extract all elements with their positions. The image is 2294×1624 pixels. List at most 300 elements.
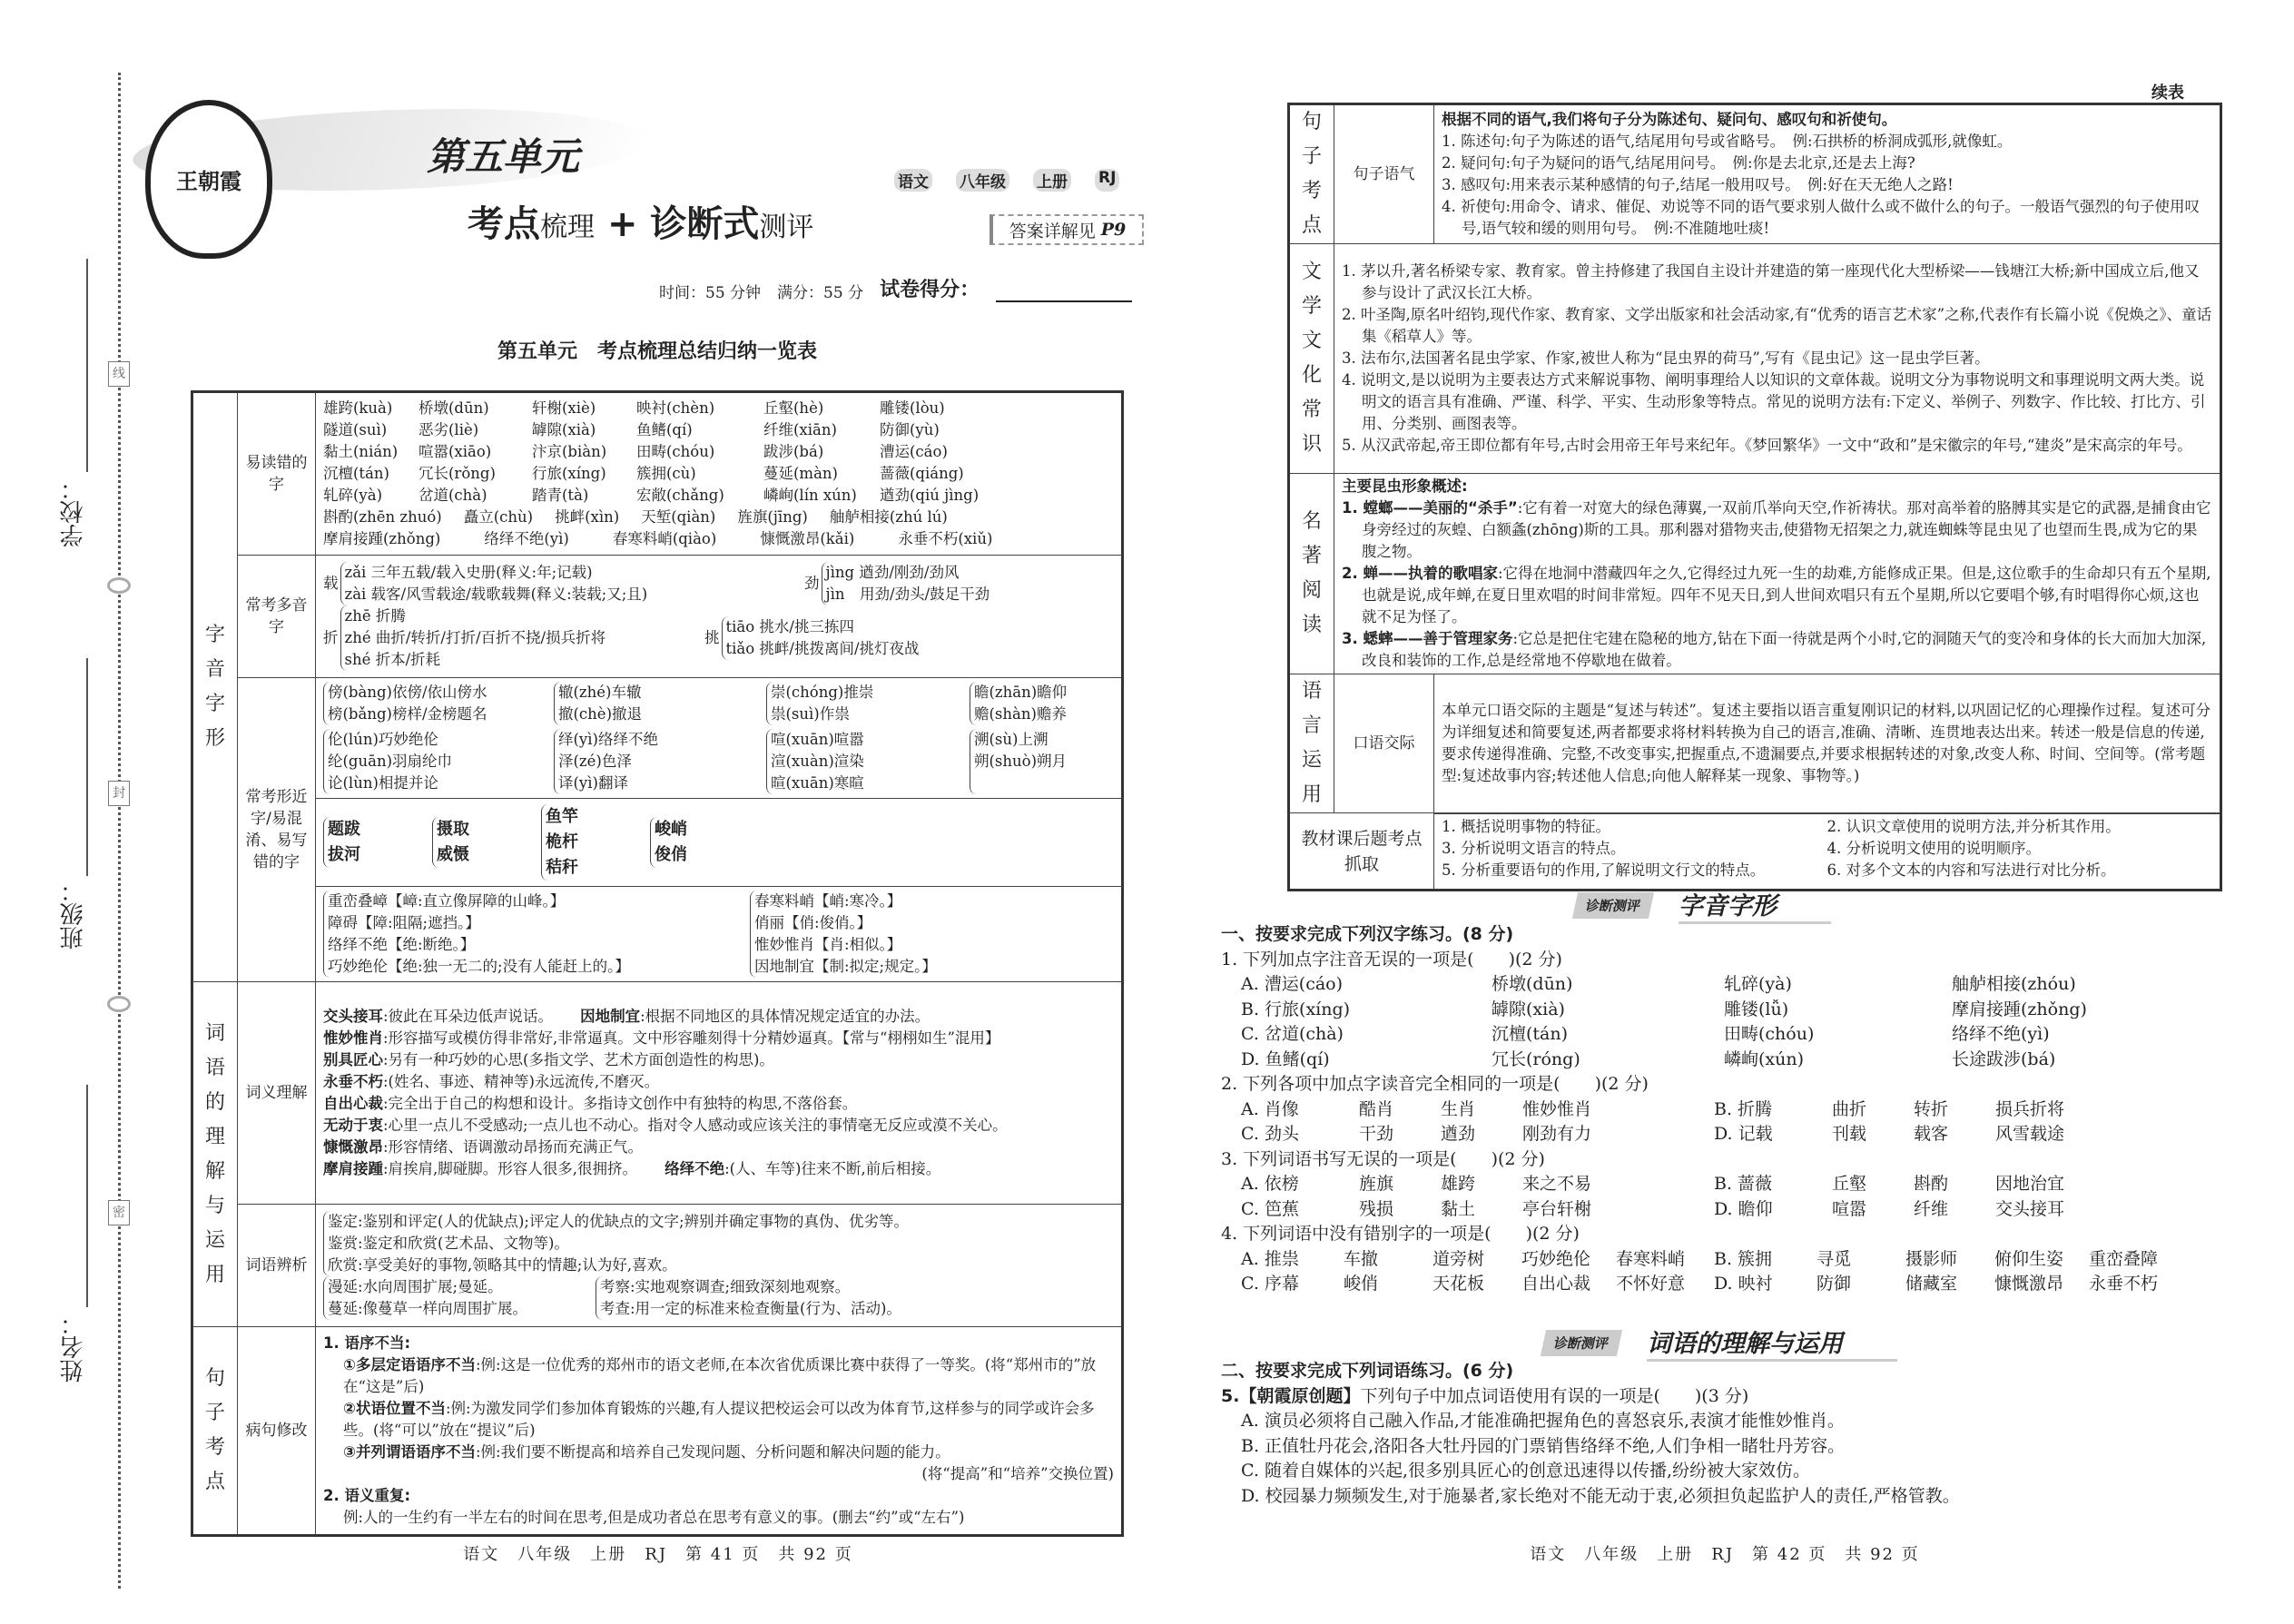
option-choice[interactable]	[1714, 1172, 2220, 1197]
char-item: 摩肩接踵(zhǒng)	[323, 530, 441, 547]
summary-table-title: 第五单元 考点梳理总结归纳一览表	[497, 340, 817, 363]
word-distinction: 考查:用一定的标准来检查衡量(行为、活动)。	[600, 1300, 901, 1317]
idiom-definition: :形容情绪、语调激动昂扬而充满正气。	[383, 1138, 644, 1156]
reading: tiāo 挑水/挑三拣四	[725, 618, 854, 635]
similar-item: 渲(xuàn)渲染	[771, 753, 864, 770]
option-word: D. 映衬	[1714, 1274, 1773, 1294]
char-row	[323, 507, 1114, 528]
sentence-mood: 1. 陈述句:句子为陈述的语气,结尾用句号或省略号。 例:石拱桥的桥洞成弧形,就像虹。	[1442, 133, 2013, 150]
option-item: 舳舻相接(zhóu)	[1952, 974, 2076, 994]
option-item: 嶙峋(xún)	[1724, 1048, 1805, 1069]
idiom-term: 惟妙惟肖	[323, 1029, 383, 1047]
char-item: 蔓延(màn)	[763, 465, 838, 482]
banner-title: 字音字形	[1679, 886, 1831, 924]
option-word: 载客	[1914, 1124, 1949, 1144]
char-item: 斟酌(zhēn zhuó)	[323, 508, 442, 526]
option-sentence[interactable]: A. 演员必须将自己融入作品,才能准确把握角色的喜怒哀乐,表演才能惟妙惟肖。	[1241, 1411, 1845, 1431]
row-label: 常考多音字	[238, 556, 316, 678]
option-word: 春寒料峭	[1616, 1248, 1686, 1269]
reading: zhé 曲折/转折/打折/百折不挠/损兵折将	[344, 629, 606, 646]
idiom-term: 永垂不朽	[323, 1073, 383, 1090]
option-row	[1221, 1048, 2220, 1073]
textbook-point: 3. 分析说明文语言的特点。	[1442, 840, 1626, 857]
char-item: 宏敞(chǎng)	[636, 487, 724, 504]
char-item: 雕镂(lòu)	[880, 399, 945, 417]
char-row	[323, 419, 1114, 441]
similar-item: 伦(lún)巧妙绝伦	[328, 731, 438, 748]
bingju-note: (将“提高”和“培养”交换位置)	[921, 1465, 1114, 1482]
option-sentence[interactable]: D. 校园暴力频频发生,对于施暴者,家长绝对不能无动于衷,必须担负起监护人的责任,严格管教。	[1241, 1485, 1960, 1506]
idiom-definition: :另有一种巧妙的心思(多指文学、艺术方面创造性的构思)。	[383, 1051, 774, 1068]
char-meaning: 因地制宜【制:拟定;规定。】	[754, 958, 937, 975]
word-distinction: 蔓延:像蔓草一样向周围扩展。	[328, 1300, 528, 1317]
option-row	[1221, 972, 2220, 998]
char-row	[323, 398, 1114, 419]
section-sentences: 句子考点	[1289, 104, 1334, 244]
textbook-point: 4. 分析说明文使用的说明顺序。	[1826, 840, 2041, 857]
section-literature: 文学文化常识	[1289, 244, 1334, 474]
option-word: 寻觅	[1816, 1248, 1852, 1269]
option-word: 斟酌	[1914, 1174, 1949, 1194]
idiom-definition: :心里一点儿不受感动;一点儿也不动心。指对令人感动或应该关注的事情毫无反应或漠不关心。	[383, 1117, 1008, 1134]
option-word: 喧嚣	[1832, 1198, 1867, 1219]
row-label: 词语辨析	[238, 1205, 316, 1327]
option-item: 罅隙(xià)	[1492, 999, 1565, 1019]
polyphonic-group	[323, 605, 704, 671]
sentence-moods	[1434, 104, 2221, 244]
char-item: 舳舻相接(zhú lú)	[829, 508, 948, 526]
similar-item: 榜(bǎng)榜样/金榜题名	[328, 705, 487, 723]
sentence-mood: 2. 疑问句:句子为疑问的语气,结尾用问号。 例:你是去北京,还是去上海?	[1442, 154, 1915, 172]
polyphonic-row	[323, 605, 1114, 671]
option-row	[1221, 1272, 2220, 1297]
similar-group	[766, 682, 966, 725]
idiom-entry	[323, 1049, 1114, 1071]
option-word: 防御	[1816, 1274, 1852, 1294]
literature-item: 1. 茅以升,著名桥梁专家、教育家。曾主持修建了我国自主设计并建造的第一座现代化大型桥梁——钱塘江大桥;新中国成立后,他又参与设计了武汉长江大桥。	[1342, 262, 2200, 301]
section-word-usage: 词语的理解与运用	[192, 982, 238, 1327]
polyphonic-char: 劲	[804, 575, 820, 592]
question-stem: 4. 下列词语中没有错别字的一项是( )(2 分)	[1221, 1224, 1580, 1244]
char-row	[323, 485, 1114, 507]
reading-brace	[822, 562, 990, 605]
option-word: B. 蔷薇	[1714, 1174, 1773, 1194]
option-item: 摩肩接踵(zhǒng)	[1952, 999, 2087, 1019]
section-language: 语言运用	[1289, 674, 1334, 813]
classics-heading: 主要昆虫形象概述:	[1342, 477, 1468, 495]
char-meaning: 俏丽【俏:俊俏。】	[754, 914, 872, 931]
option-word: 储藏室	[1905, 1274, 1958, 1294]
row-label: 句子语气	[1334, 104, 1434, 244]
similar-item: 绎(yì)络绎不绝	[558, 731, 658, 748]
question-4	[1221, 1222, 2220, 1297]
option-word: 因地治宜	[1995, 1174, 2065, 1194]
idiom-definition: :(人、车等)往来不断,前后相接。	[724, 1160, 941, 1177]
banner-tag: 诊断测评	[1572, 892, 1654, 919]
char-item: 映衬(chèn)	[636, 399, 715, 417]
reading: zhē 折腾	[344, 607, 406, 625]
error-example: :例:为激发同学们参加体育锻炼的兴趣,有人提议把校运会可以改为体育节,这样参与的同学或许会多些。(将“可以”放在“提议”后)	[343, 1400, 1095, 1439]
question-3	[1221, 1147, 2220, 1223]
option-choice[interactable]	[1714, 1247, 2220, 1273]
classics-notes	[1334, 474, 2221, 674]
word-distinction: 欣赏:享受美好的事物,领略其中的情趣;认为好,喜欢。	[328, 1256, 677, 1274]
section-pronunciation: 字音字形	[192, 392, 238, 982]
char-item: 络绎不绝(yì)	[484, 530, 569, 547]
option-word: 刊载	[1832, 1124, 1867, 1144]
juzi-intro: 根据不同的语气,我们将句子分为陈述句、疑问句、感叹句和祈使句。	[1442, 111, 1897, 128]
part-heading: 一、按要求完成下列汉字练习。(8 分)	[1221, 924, 1514, 944]
banner-tag: 诊断测评	[1541, 1330, 1622, 1356]
idiom-term: 慷慨激昂	[323, 1138, 383, 1156]
confusable-item: 峻峭	[655, 820, 687, 839]
word-distinction: 考察:实地观察调查;细致深刻地观察。	[600, 1278, 851, 1295]
option-word: 永垂不朽	[2089, 1274, 2159, 1294]
idiom-entry	[323, 1093, 1114, 1115]
option-word: B. 折腾	[1714, 1098, 1773, 1119]
seal-mark: 密	[108, 1200, 130, 1225]
option-choice[interactable]	[1241, 1097, 1714, 1123]
reading: zǎi 三年五载/载入史册(释义:年;记载)	[344, 564, 593, 581]
option-word: 丘壑	[1832, 1174, 1867, 1194]
logo-text: 王朝霞	[176, 168, 241, 194]
time-limit: 时间：55 分钟	[659, 284, 762, 302]
char-item: 踏青(tà)	[532, 487, 589, 504]
error-type-name: ②状语位置不当	[343, 1400, 446, 1417]
question-stem: 2. 下列各项中加点字读音完全相同的一项是( )(2 分)	[1221, 1074, 1649, 1094]
reading: tiǎo 挑衅/挑拨离间/挑灯夜战	[725, 640, 920, 657]
char-meaning: 重峦叠嶂【嶂:直立像屏障的山峰。】	[328, 892, 566, 910]
confusable-item: 鱼竿	[546, 807, 578, 826]
idiom-term: 摩肩接踵	[323, 1160, 383, 1177]
reading: zài 载客/风雪载途/载歌载舞(释义:装载;又;且)	[344, 586, 648, 603]
polyphonic-group	[323, 562, 804, 605]
error-type-name: ③并列谓语语序不当	[343, 1443, 476, 1461]
char-meaning: 春寒料峭【峭:寒冷。】	[754, 892, 902, 910]
summary-table-continued	[1287, 103, 2222, 891]
bingju-example: 例:人的一生约有一半左右的时间在思考,但是成功者总在思考有意义的事。(删去“约”或“左右”)	[343, 1509, 965, 1526]
option-word: 巧妙绝伦	[1521, 1248, 1591, 1269]
class-label: 班级：	[60, 879, 87, 950]
hole-icon	[107, 996, 131, 1012]
option-word: 雄跨	[1441, 1174, 1476, 1194]
option-item: 田畴(chóu)	[1724, 1024, 1815, 1044]
seal-mark: 线	[108, 361, 130, 387]
char-item: 轧碎(yà)	[323, 487, 383, 504]
idiom-definition: :根据不同地区的具体情况规定适宜的办法。	[640, 1008, 930, 1025]
similar-item: 崇(chóng)推崇	[771, 684, 874, 701]
similar-item: 辙(zhé)车辙	[558, 684, 642, 701]
question-tag: 5.【朝霞原创题】	[1221, 1385, 1361, 1406]
error-example: :例:这是一位优秀的郑州市的语文老师,在本次省优质课比赛中获得了一等奖。(将“郑州市的”放在“这是”后)	[343, 1356, 1097, 1395]
char-item: 嶙峋(lín xún)	[763, 487, 857, 504]
score-label: 试卷得分：	[880, 278, 980, 301]
polyphonic-char: 挑	[704, 629, 720, 646]
insect-entry	[1342, 563, 2212, 628]
option-word: B. 簇拥	[1714, 1248, 1773, 1269]
polyphonic-char: 折	[323, 629, 339, 646]
question-stem: 3. 下列词语书写无误的一项是( )(2 分)	[1221, 1148, 1545, 1169]
reading-brace	[722, 616, 920, 660]
option-word: 残损	[1359, 1198, 1394, 1219]
textbook-point: 2. 认识文章使用的说明方法,并分析其作用。	[1826, 818, 2121, 835]
question-1	[1221, 948, 2220, 1073]
option-word: 遒劲	[1441, 1124, 1476, 1144]
similar-group	[970, 729, 1114, 794]
option-row	[1221, 998, 2220, 1023]
option-row	[1221, 1122, 2220, 1147]
char-item: 田畴(chóu)	[636, 443, 715, 460]
word-distinction: 漫延:水向周围扩展;曼延。	[328, 1278, 503, 1295]
summary-table	[191, 390, 1124, 1537]
char-item: 纤维(xiān)	[763, 421, 837, 438]
confusable-group	[541, 804, 650, 881]
confusable-item: 摄取	[437, 820, 469, 839]
similar-item: 瞻(zhān)瞻仰	[974, 684, 1068, 701]
option-word: 损兵折将	[1995, 1098, 2065, 1119]
idiom-definition: :肩挨肩,脚碰脚。形容人很多,很拥挤。	[383, 1160, 638, 1177]
confusable-item: 桅杆	[546, 832, 578, 851]
char-item: 岔道(chà)	[418, 487, 487, 504]
option-item[interactable]: B. 行旅(xíng)	[1241, 999, 1351, 1019]
similar-item: 溯(sù)上溯	[974, 731, 1049, 748]
idiom-term: 因地制宜	[580, 1008, 641, 1025]
subtitle-part: 测评	[759, 212, 814, 243]
option-item[interactable]: D. 鱼鳍(qí)	[1241, 1048, 1330, 1069]
idiom-term: 络绎不绝	[665, 1160, 725, 1177]
char-item: 慷慨激昂(kǎi)	[760, 530, 855, 547]
similar-group	[323, 682, 550, 725]
option-word: D. 记载	[1714, 1124, 1773, 1144]
similar-group	[766, 729, 966, 794]
similar-item: 祟(suì)作祟	[771, 705, 850, 723]
option-sentence[interactable]: C. 随着自媒体的兴起,很多别具匠心的创意迅速得以传播,纷纷被大家效仿。	[1241, 1461, 1811, 1481]
char-item: 簇拥(cù)	[636, 465, 696, 482]
subtitle-part: 梳理	[540, 212, 595, 243]
option-word: 摄影师	[1905, 1248, 1958, 1269]
polyphonic-chars	[316, 556, 1123, 678]
school-underline	[86, 259, 88, 472]
binding-dotted-line	[118, 73, 121, 1589]
char-item: 罅隙(xià)	[532, 421, 596, 438]
word-distinction: 鉴赏:鉴定和欣赏(艺术品、文物等)。	[328, 1235, 569, 1252]
option-sentence[interactable]: B. 正值牡丹花会,洛阳各大牡丹园的门票销售络绎不绝,人们争相一睹牡丹芳容。	[1241, 1435, 1846, 1456]
char-item: 恶劣(liè)	[418, 421, 479, 438]
option-choice[interactable]	[1714, 1097, 2220, 1123]
tag-grade: 八年级	[956, 169, 1009, 192]
idiom-entry	[323, 1006, 1114, 1028]
idiom-definition: :(姓名、事迹、精神等)永远流传,不磨灭。	[383, 1073, 660, 1090]
char-item: 旌旗(jīng)	[737, 508, 808, 526]
row-label: 病句修改	[238, 1327, 316, 1536]
idiom-definition: :彼此在耳朵边低声说话。	[383, 1008, 554, 1025]
textbook-point: 1. 概括说明事物的特征。	[1442, 818, 1610, 835]
option-item: 桥墩(dūn)	[1492, 974, 1573, 994]
literature-item: 2. 叶圣陶,原名叶绍钧,现代作家、教育家、文学出版家和社会活动家,有“优秀的语言艺术家”之称,代表作有长篇小说《倪焕之》、童话集《稻草人》等。	[1342, 306, 2212, 345]
reading: jìn 用劲/劲头/鼓足干劲	[825, 586, 990, 603]
similar-group	[970, 682, 1114, 725]
question-stem: 1. 下列加点字注音无误的一项是( )(2 分)	[1221, 949, 1562, 969]
sentence-corrections	[316, 1327, 1123, 1536]
option-word: 道旁树	[1433, 1248, 1485, 1269]
insect-name: 3. 蟋蟀——善于管理家务	[1342, 630, 1513, 647]
row-label: 口语交际	[1334, 674, 1434, 813]
option-word: A. 推祟	[1241, 1248, 1299, 1269]
name-label: 姓名：	[60, 1312, 87, 1383]
section-sentences: 句子考点	[192, 1327, 238, 1536]
char-item: 鱼鳍(qí)	[636, 421, 693, 438]
full-score: 满分：55 分	[777, 284, 864, 302]
literature-notes	[1334, 244, 2221, 474]
option-word: 转折	[1914, 1098, 1949, 1119]
textbook-point: 6. 对多个文本的内容和写法进行对比分析。	[1826, 861, 2116, 879]
option-choice[interactable]	[1714, 1272, 2220, 1297]
char-item: 桥墩(dūn)	[418, 399, 489, 417]
option-choice[interactable]	[1241, 1272, 1714, 1297]
tag-volume: 上册	[1033, 169, 1071, 192]
reading-brace	[340, 605, 606, 671]
option-word: 刚劲有力	[1522, 1124, 1592, 1144]
char-item: 跋涉(bá)	[763, 443, 824, 460]
sentence-mood: 3. 感叹句:用来表示某种感情的句子,结尾一般用叹号。 例:好在天无绝人之路!	[1442, 176, 1954, 193]
word-distinction: 鉴定:鉴别和评定(人的优缺点);评定人的优缺点的文字;辨别并确定事物的真伪、优劣等。	[328, 1213, 910, 1230]
literature-item: 5. 从汉武帝起,帝王即位都有年号,古时会用帝王年号来纪年。《梦回繁华》一文中“政和”是宋徽宗的年号,“建炎”是宋高宗的年号。	[1342, 437, 2192, 454]
textbook-points	[1434, 813, 2220, 883]
confusable-group	[650, 817, 1114, 868]
part-heading: 二、按要求完成下列词语练习。(6 分)	[1221, 1361, 1514, 1381]
option-item: 沉檀(tán)	[1492, 1024, 1569, 1044]
option-choice[interactable]	[1714, 1122, 2220, 1147]
char-item: 汴京(biàn)	[532, 443, 607, 460]
option-word: 交头接耳	[1995, 1198, 2065, 1219]
similar-item: 撤(chè)撤退	[558, 705, 643, 723]
row-label: 词义理解	[238, 982, 316, 1205]
insect-description: :它得在地洞中潜藏四年之久,它得经过九死一生的劫难,方能修成正果。但是,这位歌手的生命却只有五个星期,也就是说,成年蝉,在夏日里欢唱的时间非常短。四年不见天日,到人世间欢唱只有五个星期,所以它要唱个够,有时唱得你心烦,这也就不足为怪了。	[1362, 565, 2211, 625]
char-item: 轩榭(xiè)	[532, 399, 596, 417]
option-word: 亭台轩榭	[1522, 1198, 1592, 1219]
insect-description: :它有着一对宽大的绿色薄翼,一双前爪举向天空,作祈祷状。那对高举着的胳膊其实是它的武器,是捕食由它身旁经过的灰蝗、白额螽(zhōng)斯的工具。那利器对猎物夹击,使猎物无招架之力,就连蜘蛛等昆虫见了也望而生畏,成为它的果腹之物。	[1362, 499, 2211, 560]
option-item: 络绎不绝(yì)	[1952, 1024, 2050, 1044]
class-underline	[86, 658, 88, 876]
quiz-part1	[1221, 922, 2220, 1297]
char-item: 隧道(suì)	[323, 421, 388, 438]
option-choice[interactable]	[1241, 1247, 1714, 1273]
idiom-definition: :完全出于自己的构想和设计。多指诗文创作中有独特的构思,不落俗套。	[383, 1095, 858, 1112]
idiom-term: 别具匠心	[323, 1051, 383, 1068]
similar-item: 赡(shàn)赡养	[974, 705, 1067, 723]
option-choice[interactable]	[1241, 1122, 1714, 1147]
literature-item: 3. 法布尔,法国著名昆虫学家、作家,被世人称为“昆虫界的荷马”,写有《昆虫记》这一昆虫学巨著。	[1342, 349, 1990, 367]
sentence-mood: 4. 祈使句:用命令、请求、催促、劝说等不同的语气要求别人做什么或不做什么的句子。一般语气强烈的句子使用叹号,语气较和缓的则用句号。 例:不准随地吐痰!	[1442, 198, 2200, 237]
subtitle-plus: +	[606, 203, 638, 245]
option-word: 黏土	[1441, 1198, 1476, 1219]
option-word: 峻俏	[1344, 1274, 1379, 1294]
char-meaning: 巧妙绝伦【绝:独一无二的;没有人能赶上的。】	[328, 958, 630, 975]
confusable-item: 威慑	[437, 845, 469, 864]
option-row	[1221, 1097, 2220, 1123]
idiom-term: 无动于衷	[323, 1117, 383, 1134]
school-label: 学校：	[60, 477, 87, 547]
insect-entry	[1342, 628, 2212, 672]
option-word: 曲折	[1832, 1098, 1867, 1119]
section-classics: 名著阅读	[1289, 474, 1334, 674]
page-footer: 语文 八年级 上册 RJ 第 41 页 共 92 页	[463, 1545, 853, 1564]
option-row	[1221, 1247, 2220, 1273]
similar-item: 论(lùn)相提并论	[328, 774, 438, 792]
page-footer: 语文 八年级 上册 RJ 第 42 页 共 92 页	[1530, 1545, 1920, 1564]
option-word: 车撤	[1344, 1248, 1379, 1269]
option-item: 冗长(róng)	[1492, 1048, 1580, 1069]
char-item: 矗立(chù)	[463, 508, 534, 526]
word-meanings	[316, 982, 1123, 1205]
option-choice[interactable]	[1714, 1197, 2220, 1223]
option-word: 酷肖	[1359, 1098, 1394, 1119]
option-row	[1221, 1022, 2220, 1048]
quiz-part2	[1221, 1359, 2220, 1509]
row-label: 常考形近字/易混淆、易写错的字	[238, 678, 316, 982]
option-row	[1221, 1197, 2220, 1223]
literature-item: 4. 说明文,是以说明为主要表达方式来解说事物、阐明事理给人以知识的文章体裁。说明文分为事物说明文和事理说明文两大类。说明文的语言具有准确、严谨、科学、平实、生动形象等特点。常见的说明方法有:下定义、举例子、列数字、作比较、打比方、引用、分类别、画图表等。	[1342, 371, 2206, 432]
idiom-entry	[323, 1071, 1114, 1093]
confusable-item: 秸秆	[546, 858, 578, 877]
similar-group	[554, 682, 763, 725]
char-item: 黏土(nián)	[323, 443, 399, 460]
option-item[interactable]: C. 岔道(chà)	[1241, 1024, 1344, 1044]
char-item: 防御(yù)	[880, 421, 940, 438]
option-choice[interactable]	[1241, 1172, 1714, 1197]
exam-info	[659, 274, 1132, 302]
answer-reference	[989, 214, 1144, 245]
textbook-point: 5. 分析重要语句的作用,了解说明文行文的特点。	[1442, 861, 1766, 879]
insect-name: 2. 蝉——执着的歌唱家	[1342, 565, 1498, 582]
option-row	[1221, 1172, 2220, 1197]
char-item: 春寒料峭(qiào)	[612, 530, 717, 547]
question-5	[1221, 1384, 2220, 1410]
similar-item: 译(yì)翻译	[558, 774, 628, 792]
question-2	[1221, 1072, 2220, 1147]
error-example: :例:我们要不断提高和培养自己发现问题、分析问题和解决问题的能力。	[475, 1443, 950, 1461]
polyphonic-char: 载	[323, 575, 339, 592]
char-item: 冗长(rǒng)	[418, 465, 496, 482]
option-choice[interactable]	[1241, 1197, 1714, 1223]
idiom-entry	[323, 1028, 1114, 1049]
char-item: 喧嚣(xiāo)	[418, 443, 492, 460]
option-word: 俯仰生姿	[1994, 1248, 2064, 1269]
char-item: 漕运(cáo)	[880, 443, 948, 460]
error-type-name: ①多层定语语序不当	[343, 1356, 476, 1373]
insect-description: :它总是把住宅建在隐秘的地方,钻在下面一待就是两个小时,它的洞随天气的变冷和身体的长大而加大加深,改良和装饰的工作,总是经常地不停歇地在做着。	[1362, 630, 2207, 669]
char-meaning: 惟妙惟肖【肖:相似。】	[754, 936, 902, 953]
insect-name: 1. 螳螂——美丽的“杀手”	[1342, 499, 1518, 517]
misread-chars	[316, 392, 1123, 556]
seal-mark: 封	[108, 781, 130, 806]
row-label: 易读错的字	[238, 392, 316, 556]
option-word: 天花板	[1433, 1274, 1485, 1294]
answer-page: P9	[1100, 220, 1127, 240]
idiom-entry	[323, 1158, 1114, 1180]
option-word: 旌旗	[1359, 1174, 1394, 1194]
similar-chars	[316, 678, 1123, 982]
score-field[interactable]	[996, 282, 1132, 302]
similar-item: 喧(xuān)喧嚣	[771, 731, 864, 748]
option-item[interactable]: A. 漕运(cáo)	[1241, 974, 1344, 994]
error-type	[343, 1442, 1114, 1463]
subtitle-part: 考点	[468, 203, 540, 245]
error-type	[343, 1354, 1114, 1398]
unit-title: 第五单元	[427, 134, 580, 179]
subtitle	[468, 195, 813, 247]
similar-item: 纶(guān)羽扇纶巾	[328, 753, 453, 770]
